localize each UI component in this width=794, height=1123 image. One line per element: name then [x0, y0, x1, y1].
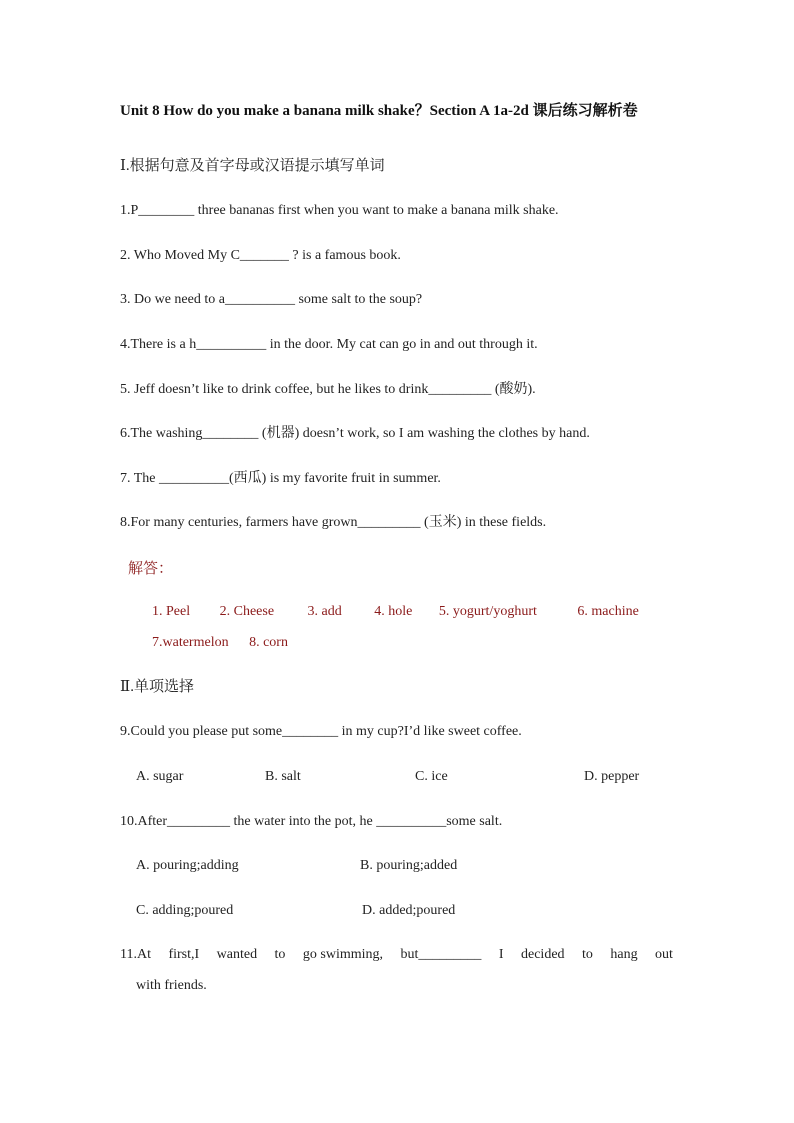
question-10-option-c: C. adding;poured — [136, 903, 234, 918]
document-title: Unit 8 How do you make a banana milk shake？Section A 1a-2d 课后练习解析卷 — [120, 103, 638, 119]
question-9-option-c: C. ice — [415, 769, 448, 784]
answer-6: 6. machine — [577, 604, 639, 619]
question-11-word: to — [582, 947, 593, 962]
answer-label: 解答： — [128, 561, 174, 577]
question-6: 6.The washing________ (机器) doesn’t work, so I am washing the clothes by hand. — [120, 426, 590, 441]
question-11-word: I — [498, 947, 504, 962]
section-2-heading: Ⅱ.单项选择 — [120, 679, 194, 695]
question-1: 1.P________ three bananas first when you want to make a banana milk shake. — [120, 203, 559, 218]
question-9-option-a: A. sugar — [136, 769, 184, 784]
answer-row-2 — [152, 634, 288, 652]
question-10-option-a: A. pouring;adding — [136, 858, 239, 873]
question-11-word: out — [655, 947, 673, 962]
question-7: 7. The __________(西瓜) is my favorite fruit in summer. — [120, 471, 441, 486]
question-11-word: 11.At — [120, 947, 151, 962]
question-5: 5. Jeff doesn’t like to drink coffee, but he likes to drink_________ (酸奶). — [120, 382, 536, 397]
question-10-option-d: D. added;poured — [362, 903, 456, 918]
question-9-option-d: D. pepper — [584, 769, 640, 784]
answer-3: 3. add — [307, 604, 342, 619]
question-10: 10.After_________ the water into the pot, he __________some salt. — [120, 814, 503, 829]
answer-1: 1. Peel — [152, 604, 191, 619]
question-11-continuation: with friends. — [136, 978, 207, 993]
answer-7: 7.watermelon — [152, 635, 229, 650]
question-11-word: wanted — [216, 947, 258, 962]
question-4: 4.There is a h__________ in the door. My cat can go in and out through it. — [120, 337, 538, 352]
section-1-heading: Ⅰ.根据句意及首字母或汉语提示填写单词 — [120, 158, 385, 174]
question-11-word: first,I — [168, 947, 200, 962]
question-11-word: but_________ — [400, 947, 482, 962]
answer-5: 5. yogurt/yoghurt — [438, 604, 537, 619]
answer-2: 2. Cheese — [219, 604, 275, 619]
question-11-word: to — [274, 947, 286, 962]
question-11-word: hang — [610, 947, 638, 962]
question-2: 2. Who Moved My C_______ ? is a famous book. — [120, 248, 401, 263]
question-10-option-b: B. pouring;added — [360, 858, 458, 873]
answer-row-1 — [152, 603, 639, 621]
question-11-word: decided — [521, 947, 565, 962]
question-9: 9.Could you please put some________ in my cup?I’d like sweet coffee. — [120, 724, 522, 739]
question-8: 8.For many centuries, farmers have grown_________ (玉米) in these fields. — [120, 515, 547, 530]
question-9-option-b: B. salt — [265, 769, 301, 784]
answer-4: 4. hole — [374, 604, 413, 619]
question-3: 3. Do we need to a__________ some salt to the soup? — [120, 292, 423, 307]
question-11-word: go swimming, — [302, 947, 384, 962]
answer-8: 8. corn — [249, 635, 288, 650]
question-11 — [120, 946, 673, 964]
